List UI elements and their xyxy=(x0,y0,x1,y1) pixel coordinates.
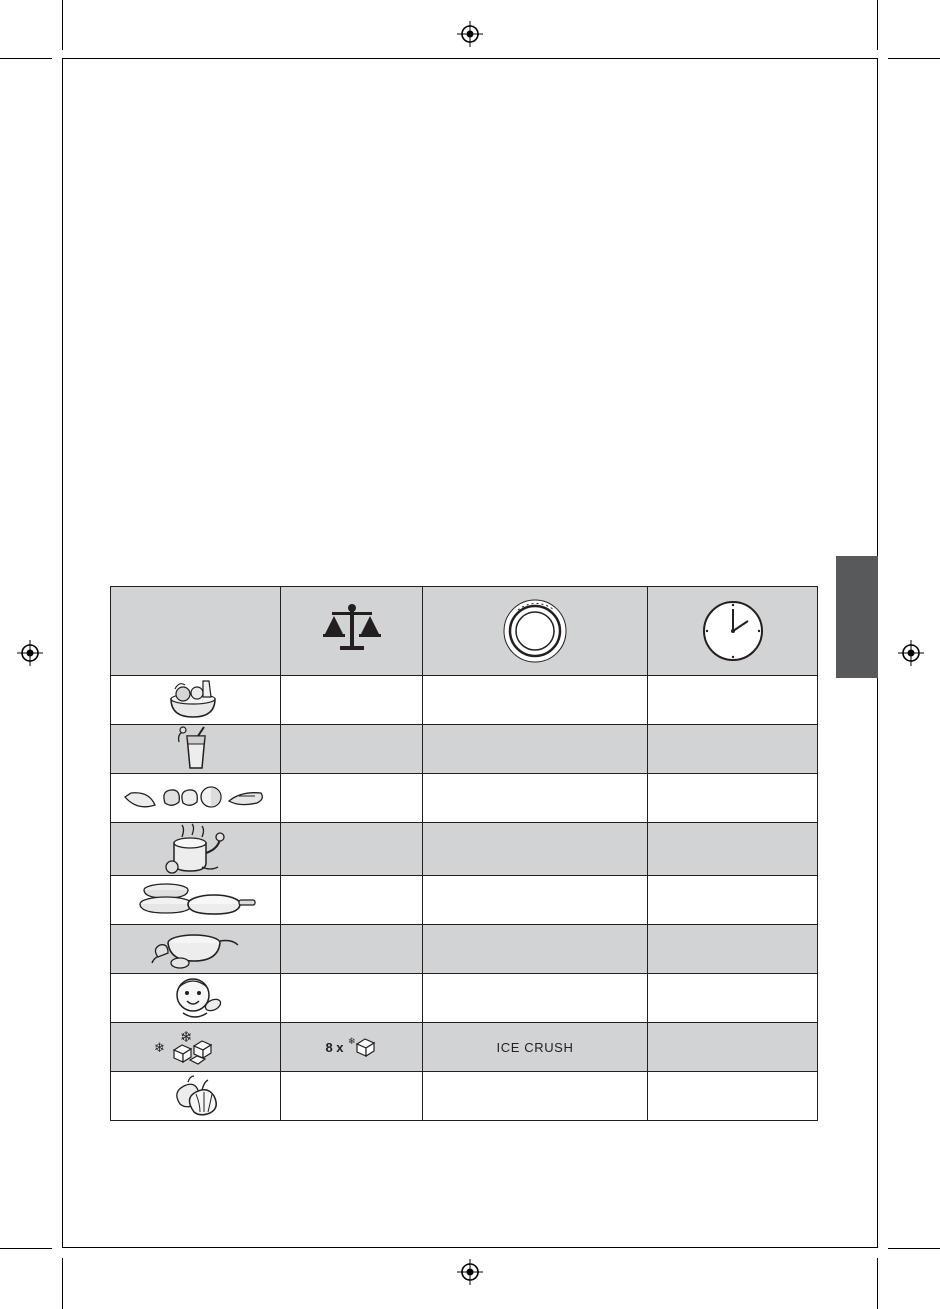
registration-mark-left xyxy=(17,640,43,666)
cell-program xyxy=(423,725,648,774)
cell-program xyxy=(423,676,648,725)
crop-mark-top-right xyxy=(888,58,940,59)
garlic-icon xyxy=(160,1074,232,1118)
cell-quantity xyxy=(281,725,423,774)
cell-food-icon xyxy=(111,925,281,974)
program-value: ICE CRUSH xyxy=(496,1039,574,1055)
table-row xyxy=(111,725,818,774)
cell-time xyxy=(648,774,818,823)
rotary-dial-icon xyxy=(498,596,572,666)
table-row xyxy=(111,974,818,1023)
cell-time xyxy=(648,725,818,774)
vegetables-row-icon xyxy=(121,781,271,815)
table-header-row xyxy=(111,587,818,676)
table-row xyxy=(111,925,818,974)
cell-food-icon xyxy=(111,1072,281,1121)
cell-quantity xyxy=(281,925,423,974)
table-row xyxy=(111,1072,818,1121)
crop-mark-left-bottom xyxy=(62,1258,63,1309)
registration-mark-bottom xyxy=(457,1259,483,1285)
fruit-bowl-icon xyxy=(161,677,231,723)
cell-food-icon xyxy=(111,774,281,823)
crop-mark-bottom-left xyxy=(0,1248,52,1249)
cell-food-icon xyxy=(111,1023,281,1072)
cell-program xyxy=(423,1023,648,1072)
smoothie-glass-icon xyxy=(171,726,221,772)
svg-text:❄: ❄ xyxy=(347,1037,356,1047)
cell-quantity xyxy=(281,774,423,823)
balance-scale-icon xyxy=(322,602,382,660)
table-row xyxy=(111,823,818,876)
crop-mark-top-left xyxy=(0,58,52,59)
cell-program xyxy=(423,823,648,876)
header-cell-program xyxy=(423,587,648,676)
cell-program xyxy=(423,1072,648,1121)
quantity-value: 8 x xyxy=(325,1039,344,1055)
registration-mark-top xyxy=(457,21,483,47)
crop-mark-left-top xyxy=(62,0,63,50)
cell-time xyxy=(648,876,818,925)
cell-quantity xyxy=(281,823,423,876)
svg-text:❄: ❄ xyxy=(153,1041,165,1056)
cell-quantity xyxy=(281,676,423,725)
svg-text:❄: ❄ xyxy=(179,1028,193,1046)
cell-food-icon xyxy=(111,725,281,774)
cell-time xyxy=(648,1023,818,1072)
cell-program xyxy=(423,925,648,974)
cell-time xyxy=(648,823,818,876)
cell-program xyxy=(423,774,648,823)
crop-mark-right-top xyxy=(877,0,878,50)
crop-mark-bottom-right xyxy=(888,1248,940,1249)
table-row xyxy=(111,676,818,725)
header-cell-quantity xyxy=(281,587,423,676)
ice-cube-icon xyxy=(348,1034,378,1060)
cell-food-icon xyxy=(111,974,281,1023)
cell-food-icon xyxy=(111,823,281,876)
recipe-settings-table xyxy=(110,586,817,1121)
cell-food-icon xyxy=(111,676,281,725)
soup-pot-icon xyxy=(158,823,234,875)
cell-time xyxy=(648,925,818,974)
baby-food-icon xyxy=(165,975,227,1021)
cell-time xyxy=(648,974,818,1023)
cell-quantity xyxy=(281,876,423,925)
header-cell-food xyxy=(111,587,281,676)
cell-food-icon xyxy=(111,876,281,925)
registration-mark-right xyxy=(898,640,924,666)
cell-quantity xyxy=(281,1072,423,1121)
cell-time xyxy=(648,1072,818,1121)
header-cell-time xyxy=(648,587,818,676)
clock-icon xyxy=(701,599,765,663)
quantity-cell-content xyxy=(325,1034,377,1060)
crop-mark-right-bottom xyxy=(877,1258,878,1309)
cell-time xyxy=(648,676,818,725)
cell-quantity xyxy=(281,974,423,1023)
cell-quantity xyxy=(281,1023,423,1072)
table-row xyxy=(111,774,818,823)
pancake-pan-icon xyxy=(136,880,256,920)
chapter-thumb-tab xyxy=(836,556,878,678)
cell-program xyxy=(423,876,648,925)
cell-program xyxy=(423,974,648,1023)
table-row xyxy=(111,876,818,925)
sauce-bowl-icon xyxy=(150,927,242,971)
table-row xyxy=(111,1023,818,1072)
ice-cubes-icon xyxy=(150,1026,242,1068)
